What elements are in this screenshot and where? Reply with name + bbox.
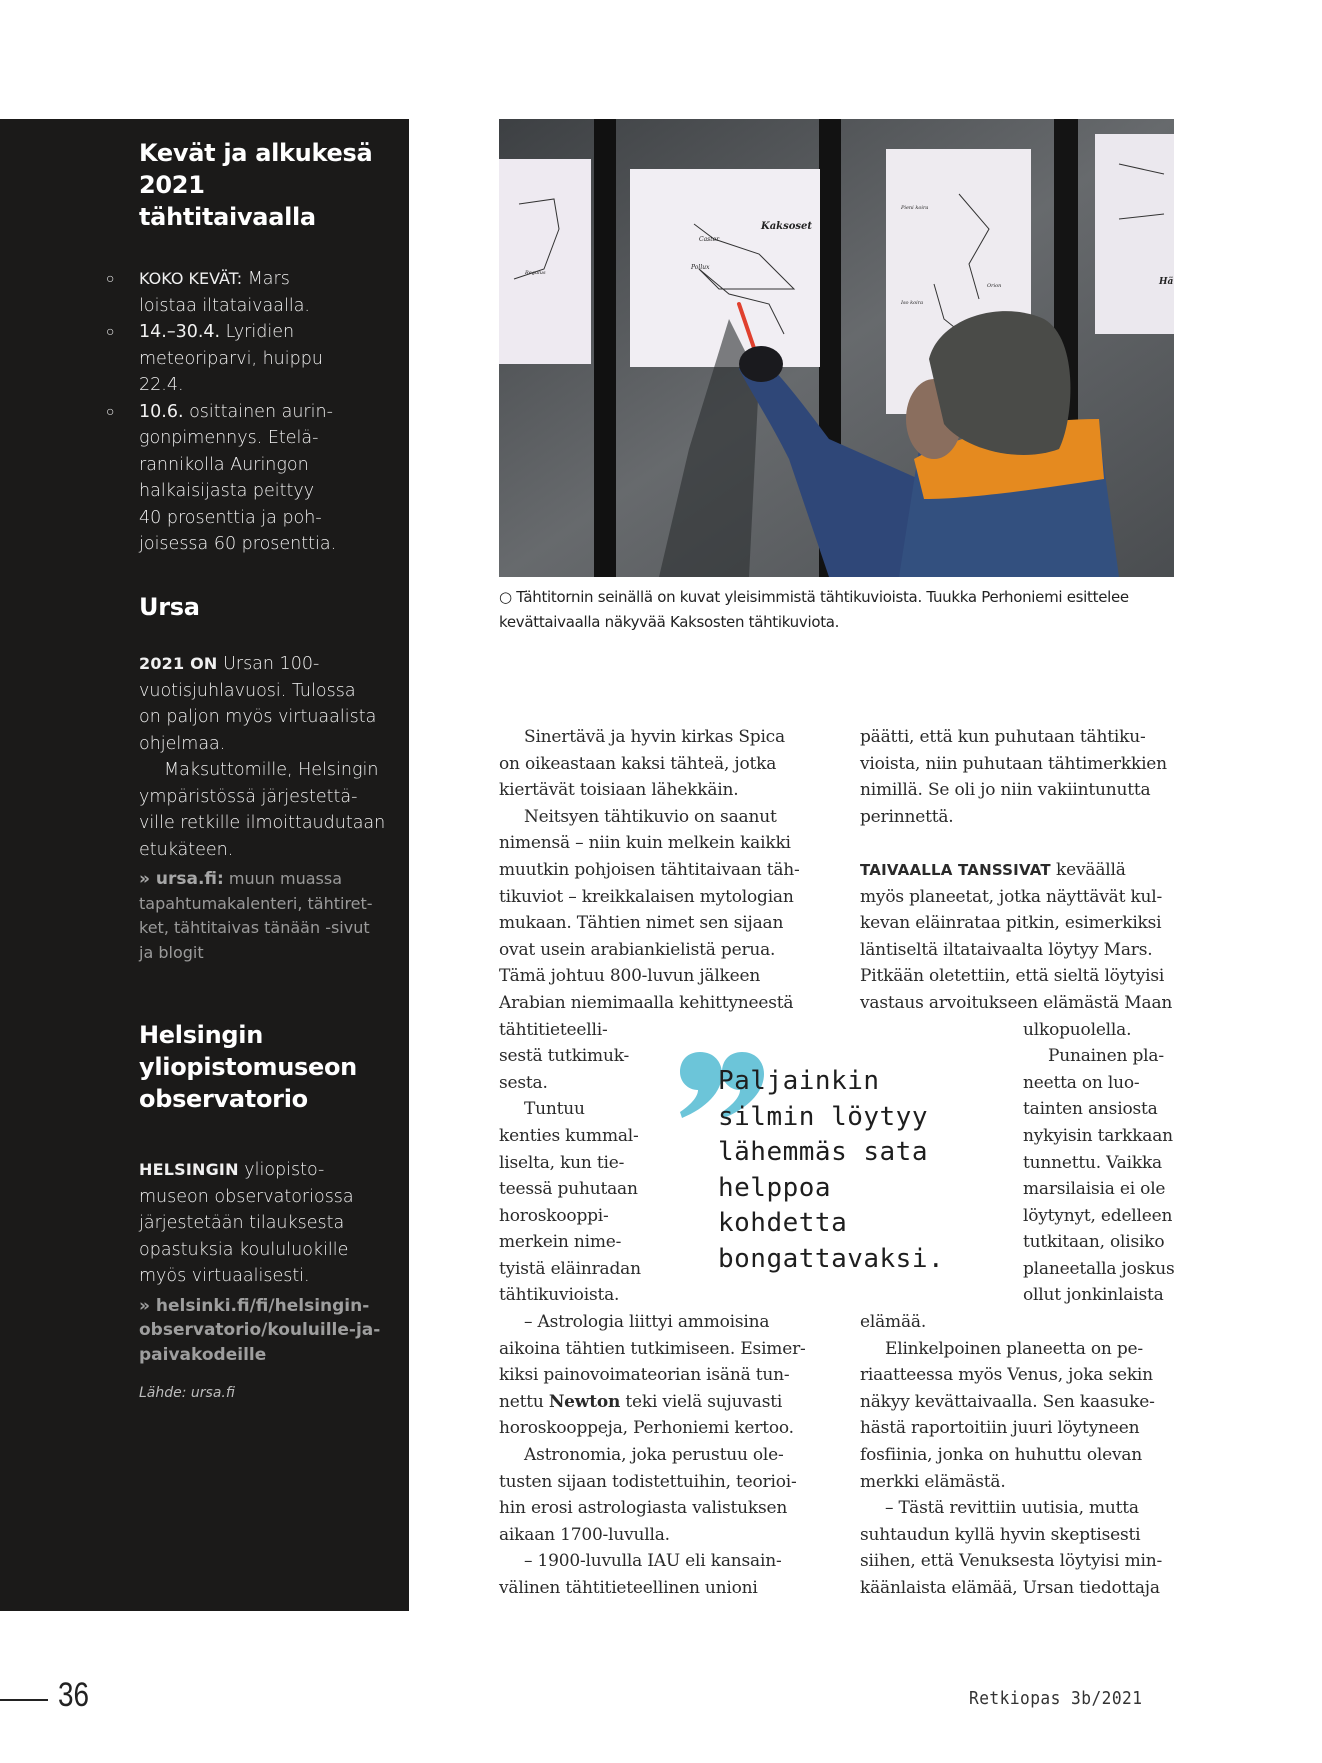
ursa-paragraph: 2021 ON Ursan 100- vuotisjuhlavuosi. Tulossa on paljon myös virtuaalista ohjelmaa. xyxy=(139,654,377,754)
photo-illustration xyxy=(499,119,1174,577)
ursa-title: Ursa xyxy=(139,593,200,621)
constellation-photo xyxy=(499,119,1174,577)
source-note: Lähde: ursa.fi xyxy=(139,1385,235,1401)
observatory-link[interactable]: » helsinki.fi/fi/helsingin- observatorio/kouluille-ja- paivakodeille xyxy=(139,1295,381,1365)
observatory-paragraph: HELSINGIN yliopisto- museon observatoriossa järjestetään tilauksesta opastuksia koululuokille myös virtuaalisesti. xyxy=(139,1160,354,1286)
circle-bullet-icon: ○ xyxy=(106,324,115,340)
svg-text:Hä: Hä xyxy=(1159,277,1174,287)
svg-text:Orion: Orion xyxy=(987,283,1002,289)
svg-text:Pollux: Pollux xyxy=(691,264,710,271)
event-item: ○ 14.–30.4. Lyridien meteoriparvi, huippu 22.4. xyxy=(106,319,389,399)
article-column-left: Sinertävä ja hyvin kirkas Spica on oikeastaan kaksi tähteä, jotka kiertävät toisiaan lähekkäin. Neitsyen tähtikuvio on saanut nimensä – niin kuin melkein kaikki muutkin pohjoisen tähtitaivaan täh- tikuviot – kreikkalaisen mytologian mukaan. Tähtien nimet sen sijaan ovat usein arabiankielistä perua. Tämä johtuu 800-luvun jälkeen Arabian niemimaalla kehittyneestä tähtitieteelli- sestä tutkimuk- sesta. Tuntuu kenties kummal- liselta, kun tie- teessä puhutaan horoskooppi- merkein nime- tyistä eläinradan tähtikuvioista. – Astrologia liittyi ammoisina aikoina tähtien tutkimiseen. Esimer- kiksi painovoimateorian isänä tun- nettu Newton teki vielä sujuvasti horoskooppeja, Perhoniemi kertoo. Astronomia, joka perustuu ole- tusten sijaan todistettuihin, teorioi- hin erosi astrologiasta valistuksen aikaan 1700-luvulla. – 1900-luvulla IAU eli kansain- välinen tähtitieteellinen unioni xyxy=(499,727,806,1598)
newton-bold: Newton xyxy=(548,1391,621,1412)
observatory-title: Helsingin yliopistomuseon observatorio xyxy=(139,1021,357,1113)
section-lead-caps: TAIVAALLA TANSSIVAT xyxy=(860,860,1051,879)
sky-events-title: Kevät ja alkukesä 2021 tähtitaivaalla xyxy=(139,139,373,231)
article-column-right: päätti, että kun puhutaan tähtiku- vioista, niin puhutaan tähtimerkkien nimillä. Se oli jo niin vakiintunutta perinnettä. TAIVAALLA TANSSIVAT keväällä myös planeetat, jotka näyttävät kul- kevan eläinrataa pitkin, esimerkiksi läntiseltä iltataivaalta löytyy Mars. Pitkään oletettiin, että sieltä löytyisi vastaus arvoitukseen elämästä Maan ulkopuolella. Punainen pla- neetta on luo- tainten ansiosta nykyisin tarkkaan tunnettu. Vaikka marsilaisia ei ole löytynyt, edelleen tutkitaan, olisiko planeetalla joskus ollut jonkinlaista elämää. Elinkelpoinen planeetta on pe- riaatteessa myös Venus, joka sekin näkyy kevättaivaalla. Sen kaasuke- hästä raportoitiin juuri löytyneen fosfiinia, jonka on huhuttu olevan merkki elämästä. – Tästä revittiin uutisia, mutta suhtaudun kyllä hyvin skeptisesti siihen, että Venuksesta löytyisi min- käänlaista elämää, Ursan tiedottaja xyxy=(860,727,1175,1598)
ursa-box xyxy=(139,591,389,965)
magazine-issue: Retkiopas 3b/2021 xyxy=(969,1688,1143,1709)
svg-text:Regulus: Regulus xyxy=(525,270,546,276)
event-item: ○ 10.6. osittainen aurin- gonpimennys. Etelä- rannikolla Auringon halkaisijasta peittyy 40 prosenttia ja poh- joisessa 60 prosenttia. xyxy=(106,399,389,558)
svg-text:Kaksoset: Kaksoset xyxy=(761,221,813,232)
footer-rule xyxy=(0,1699,48,1701)
svg-text:Castor: Castor xyxy=(699,236,720,243)
circle-bullet-icon: ○ xyxy=(106,403,115,420)
sky-events-box xyxy=(106,137,389,558)
observatory-box xyxy=(139,1019,389,1401)
info-sidebar xyxy=(0,119,409,1611)
event-item: ○ KOKO KEVÄT: Mars loistaa iltataivaalla. xyxy=(106,266,389,319)
photo-caption: ○ Tähtitornin seinällä on kuvat yleisimmistä tähtikuvioista. Tuukka Perhoniemi esittelee kevättaivaalla näkyvää Kaksosten tähtikuviota. xyxy=(499,588,1129,631)
sky-events-list xyxy=(106,266,389,558)
svg-text:Pieni koira: Pieni koira xyxy=(901,205,929,211)
svg-text:Iso koira: Iso koira xyxy=(901,300,924,306)
ursa-link[interactable]: » ursa.fi: muun muassa tapahtumakalenteri, tähtiret- ket, tähtitaivas tänään -sivut ja blogit xyxy=(139,869,373,962)
circle-bullet-icon: ○ xyxy=(106,271,115,287)
circle-bullet-icon: ○ xyxy=(499,588,512,606)
page-number: 36 xyxy=(58,1676,90,1714)
ursa-paragraph-2: Maksuttomille, Helsingin ympäristössä järjestettä- ville retkille ilmoittaudutaan etukäteen. xyxy=(139,760,386,860)
pull-quote-text: Paljainkin silmin löytyy lähemmäs sata helppoa kohdetta bongattavaksi. xyxy=(718,1066,945,1274)
